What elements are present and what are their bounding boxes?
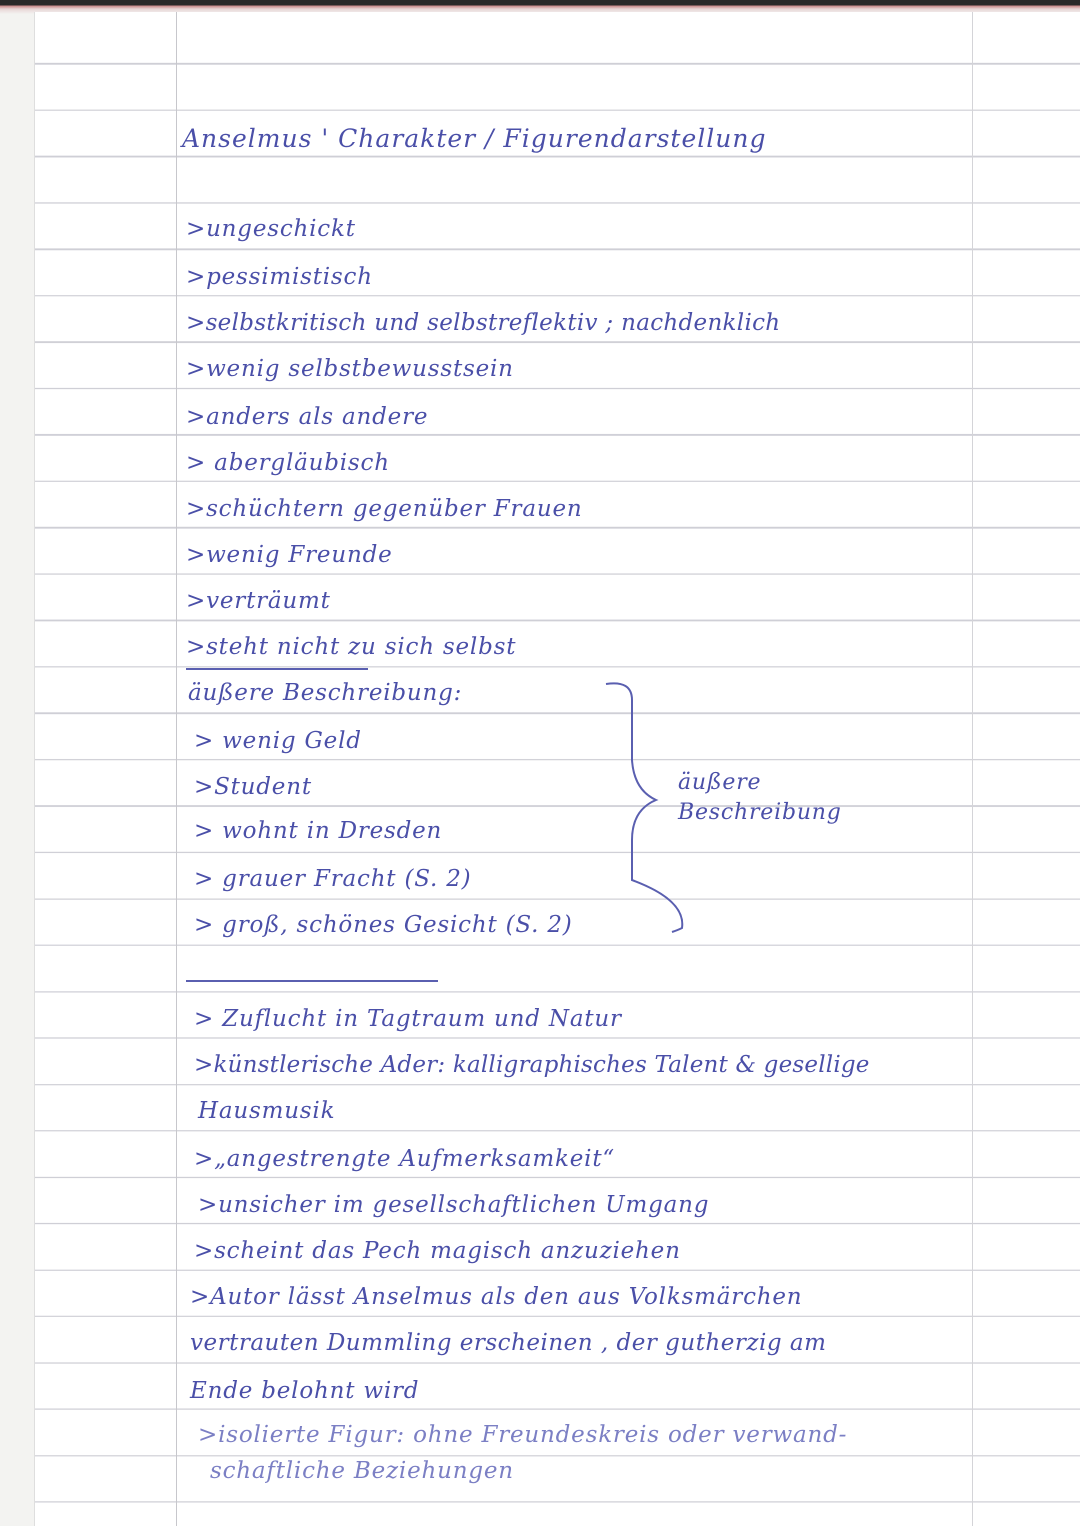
trait-item: >selbstkritisch und selbstreflektiv ; nachdenklich (186, 310, 781, 336)
trait-item: >„angestrengte Aufmerksamkeit“ (194, 1146, 615, 1172)
trait-item-continuation: Ende belohnt wird (190, 1378, 420, 1404)
outer-description-item: > wenig Geld (194, 728, 362, 754)
section-divider (186, 980, 438, 982)
left-margin-line (176, 12, 177, 1526)
trait-item: >steht nicht zu sich selbst (186, 634, 517, 660)
trait-item: > abergläubisch (186, 450, 390, 476)
trait-item: >anders als andere (186, 404, 429, 430)
trait-item-continuation: vertrauten Dummling erscheinen , der gutherzig am (190, 1330, 827, 1356)
section-divider (186, 668, 368, 670)
brace-label: Beschreibung (678, 800, 842, 825)
outer-description-heading: äußere Beschreibung: (188, 680, 463, 706)
trait-item: >künstlerische Ader: kalligraphisches Talent & gesellige (194, 1052, 870, 1078)
trait-item: >schüchtern gegenüber Frauen (186, 496, 583, 522)
outer-description-item: > wohnt in Dresden (194, 818, 443, 844)
outer-description-item: >Student (194, 774, 312, 800)
page-title: Anselmus ' Charakter / Figurendarstellung (182, 124, 767, 153)
trait-item: >Autor lässt Anselmus als den aus Volksmärchen (190, 1284, 803, 1310)
trait-item: >unsicher im gesellschaftlichen Umgang (198, 1192, 710, 1218)
outer-description-item: > groß, schönes Gesicht (S. 2) (194, 912, 573, 938)
trait-item: >scheint das Pech magisch anzuziehen (194, 1238, 681, 1264)
trait-item-continuation: schaftliche Beziehungen (210, 1458, 514, 1484)
trait-item: >verträumt (186, 588, 331, 614)
right-margin-line (972, 12, 973, 1526)
brace-label: äußere (678, 770, 762, 795)
trait-item: >wenig Freunde (186, 542, 393, 568)
trait-item: >isolierte Figur: ohne Freundeskreis oder verwand- (198, 1422, 848, 1448)
trait-item: > Zuflucht in Tagtraum und Natur (194, 1006, 622, 1032)
outer-description-item: > grauer Fracht (S. 2) (194, 866, 472, 892)
trait-item-continuation: Hausmusik (198, 1098, 336, 1124)
trait-item: >ungeschickt (186, 216, 356, 242)
trait-item: >pessimistisch (186, 264, 373, 290)
trait-item: >wenig selbstbewusstsein (186, 356, 514, 382)
